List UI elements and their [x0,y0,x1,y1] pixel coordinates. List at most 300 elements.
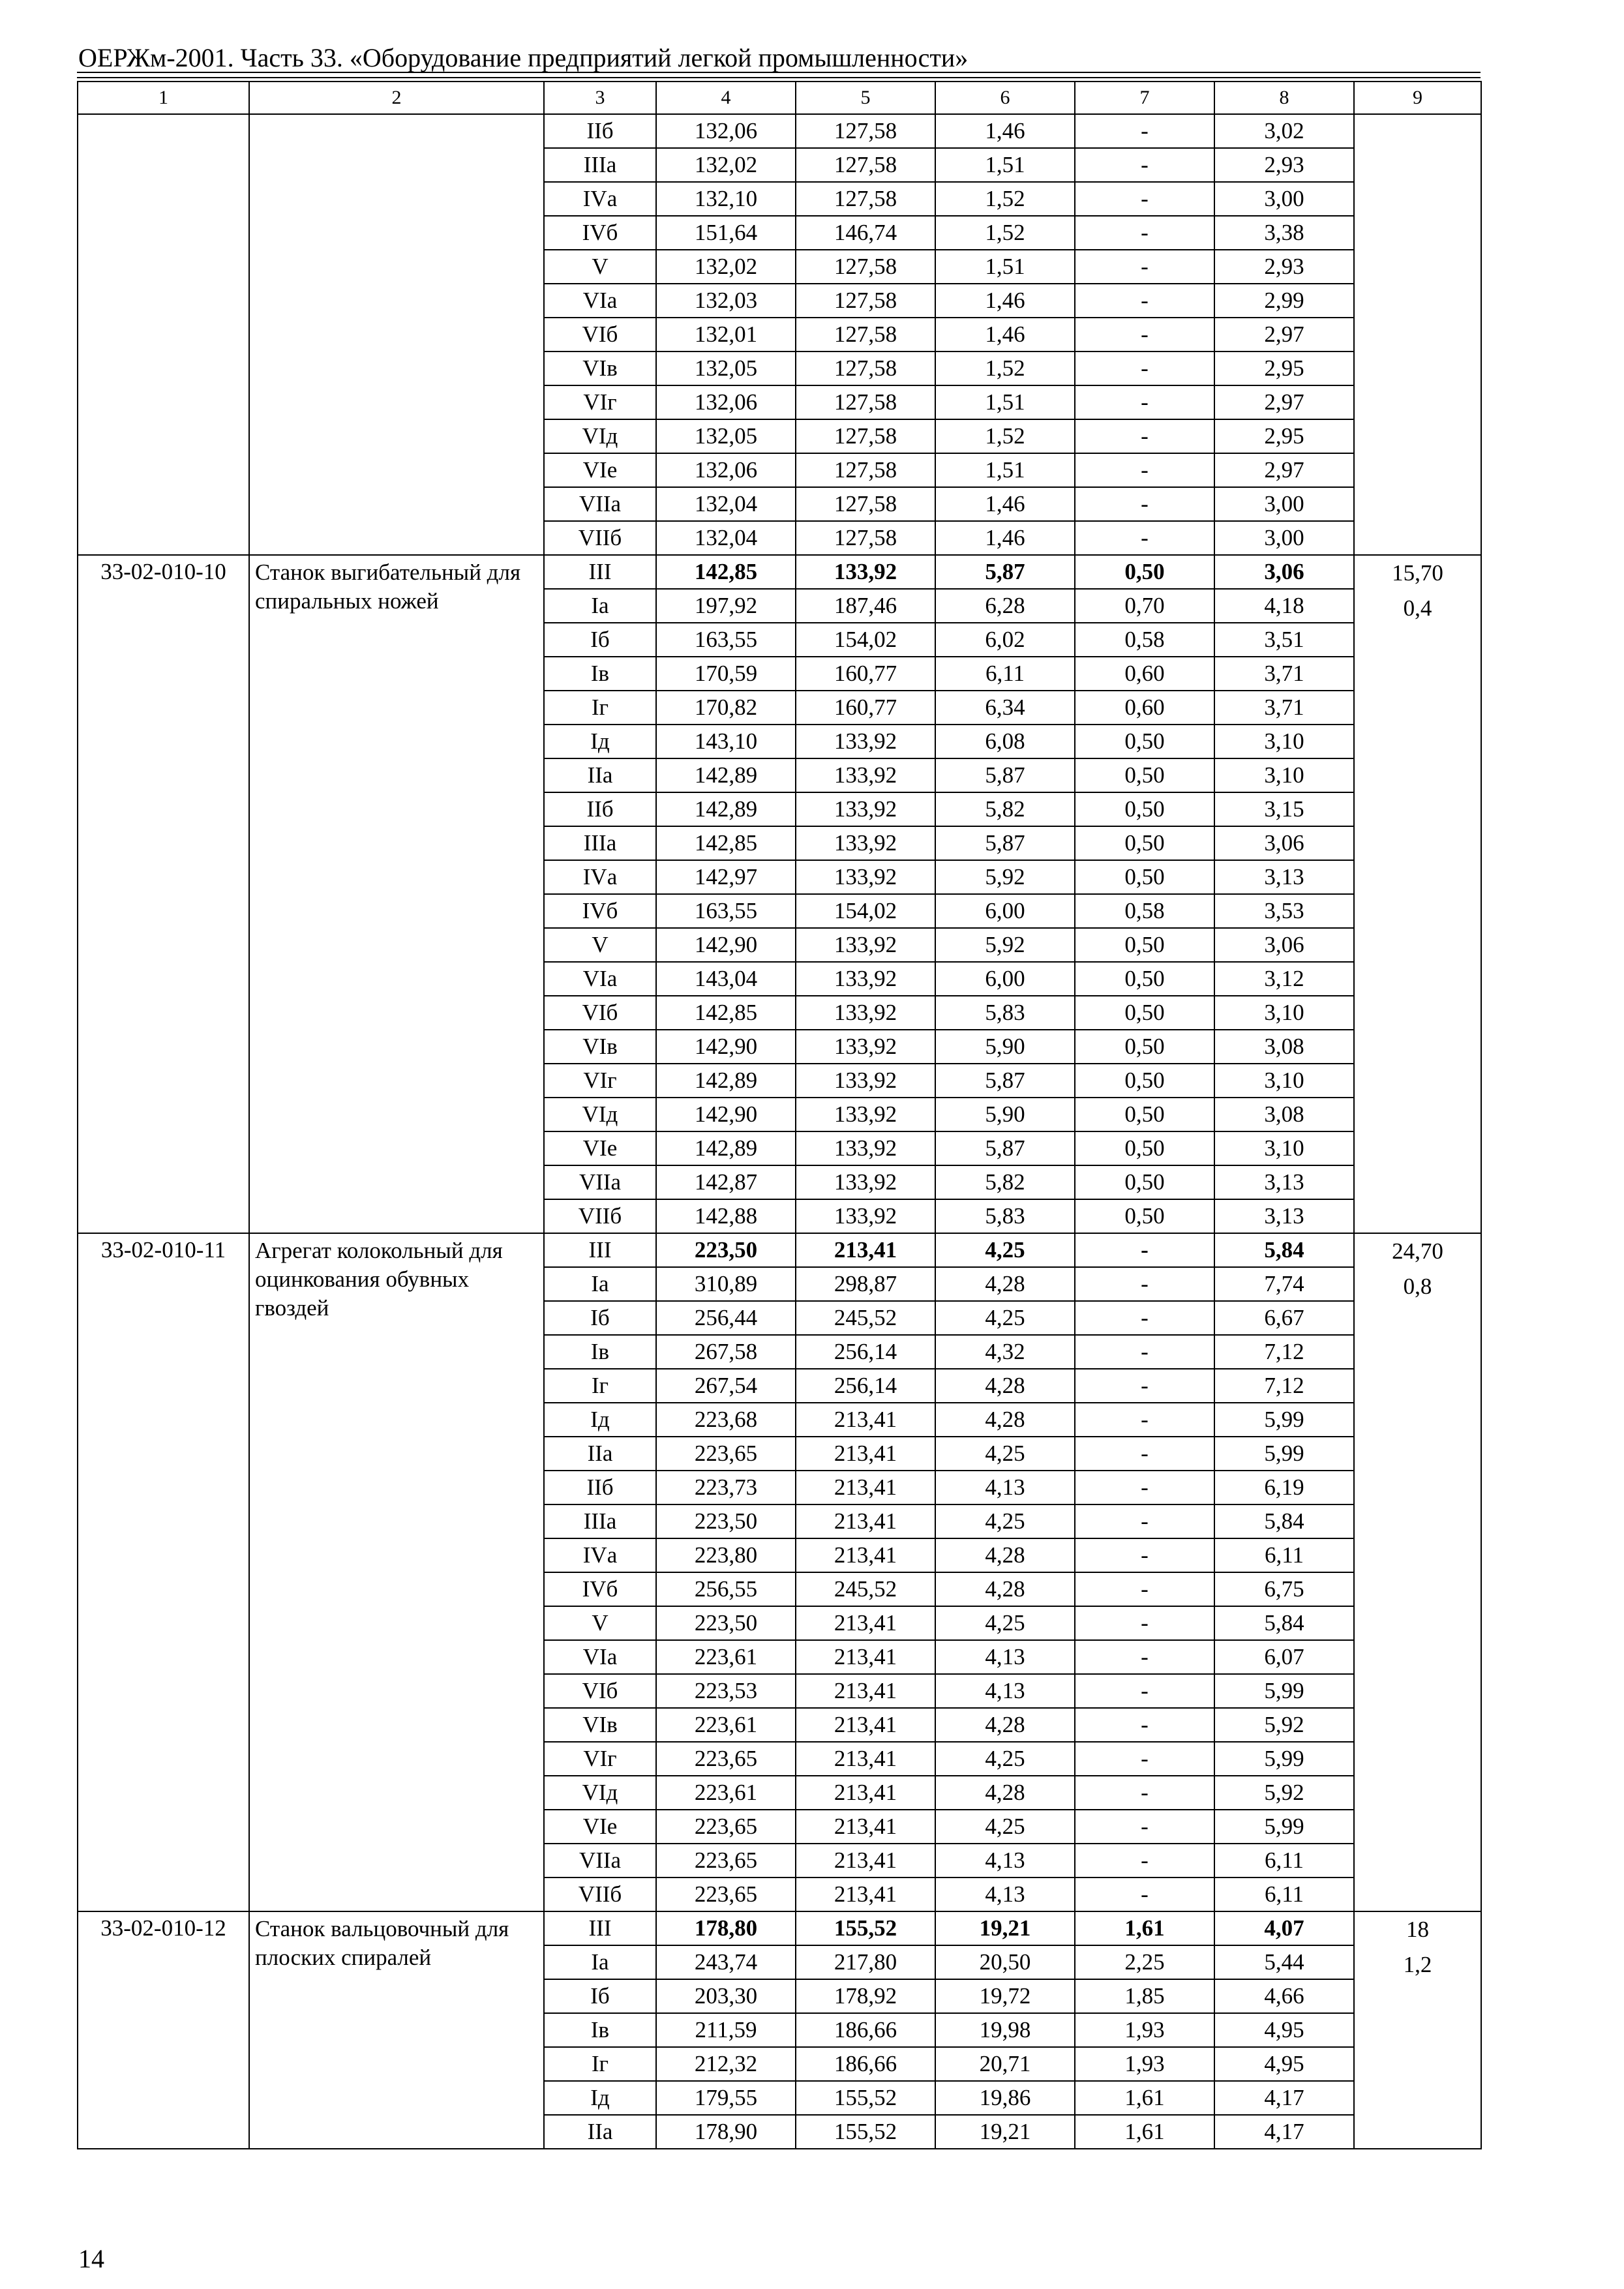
value-cell: 0,50 [1075,1064,1214,1098]
zone-cell: VIе [544,1131,656,1165]
zone-cell: VIа [544,962,656,996]
value-cell: 1,51 [935,148,1075,182]
column-number: 4 [656,82,796,114]
extra-value: 15,70 [1392,560,1443,586]
value-cell: 133,92 [796,555,935,589]
value-cell: 267,54 [656,1369,796,1403]
value-cell: 213,41 [796,1471,935,1504]
value-cell: 19,72 [935,1979,1075,2013]
value-cell: 6,34 [935,691,1075,725]
value-cell: 127,58 [796,284,935,318]
equipment-code: 33-02-010-12 [78,1911,249,2149]
table-row [78,555,1481,589]
value-cell: 5,99 [1214,1437,1354,1471]
extra-value: 0,8 [1403,1274,1432,1299]
value-cell: 223,68 [656,1403,796,1437]
value-cell: 142,85 [656,826,796,860]
value-cell: - [1075,1233,1214,1267]
header-rule-top [77,72,1481,73]
value-cell: 3,13 [1214,1165,1354,1199]
value-cell: 6,75 [1214,1572,1354,1606]
value-cell: 4,17 [1214,2115,1354,2149]
value-cell: 133,92 [796,1199,935,1233]
value-cell: 2,97 [1214,318,1354,352]
value-cell: 3,12 [1214,962,1354,996]
value-cell: 132,03 [656,284,796,318]
value-cell: 143,10 [656,725,796,758]
value-cell: 6,11 [1214,1538,1354,1572]
zone-cell: VIд [544,1098,656,1131]
value-cell: 212,32 [656,2047,796,2081]
value-cell: 203,30 [656,1979,796,2013]
value-cell: 213,41 [796,1640,935,1674]
zone-cell: Iг [544,2047,656,2081]
value-cell: 179,55 [656,2081,796,2115]
zone-cell: VIг [544,1742,656,1776]
zone-cell: VIб [544,996,656,1030]
value-cell: 19,98 [935,2013,1075,2047]
value-cell: 132,10 [656,182,796,216]
extra-value: 0,4 [1403,595,1432,621]
value-cell: 5,90 [935,1098,1075,1131]
value-cell: 4,13 [935,1471,1075,1504]
value-cell: 1,93 [1075,2013,1214,2047]
value-cell: - [1075,148,1214,182]
value-cell: 256,55 [656,1572,796,1606]
zone-cell: VIд [544,419,656,453]
value-cell: - [1075,1437,1214,1471]
zone-cell: IVа [544,1538,656,1572]
value-cell: - [1075,1640,1214,1674]
value-cell: 7,12 [1214,1335,1354,1369]
value-cell: 178,92 [796,1979,935,2013]
value-cell: 127,58 [796,419,935,453]
value-cell: 1,46 [935,318,1075,352]
value-cell: 5,92 [935,928,1075,962]
value-cell: 213,41 [796,1538,935,1572]
value-cell: 187,46 [796,589,935,623]
zone-cell: V [544,1606,656,1640]
value-cell: 223,61 [656,1776,796,1810]
value-cell: 5,87 [935,555,1075,589]
value-cell: 245,52 [796,1572,935,1606]
value-cell: - [1075,1708,1214,1742]
value-cell: 1,46 [935,487,1075,521]
value-cell: 3,51 [1214,623,1354,657]
value-cell: 4,07 [1214,1911,1354,1945]
value-cell: - [1075,1606,1214,1640]
value-cell: 2,93 [1214,148,1354,182]
value-cell: 2,97 [1214,453,1354,487]
zone-cell: VIIа [544,1165,656,1199]
value-cell: 155,52 [796,2081,935,2115]
table-row [78,1233,1481,1267]
value-cell: 142,85 [656,555,796,589]
value-cell: 132,06 [656,453,796,487]
column-number: 5 [796,82,935,114]
value-cell: 1,52 [935,419,1075,453]
value-cell: - [1075,1538,1214,1572]
value-cell: 5,87 [935,1131,1075,1165]
value-cell: 20,50 [935,1945,1075,1979]
zone-cell: IIIа [544,1504,656,1538]
value-cell: 4,95 [1214,2013,1354,2047]
value-cell: 5,83 [935,1199,1075,1233]
value-cell: 4,28 [935,1369,1075,1403]
value-cell: 1,93 [1075,2047,1214,2081]
value-cell: - [1075,487,1214,521]
value-cell: 5,99 [1214,1810,1354,1844]
value-cell: 7,74 [1214,1267,1354,1301]
value-cell: 6,11 [1214,1844,1354,1878]
value-cell: 0,58 [1075,623,1214,657]
value-cell: 5,92 [935,860,1075,894]
value-cell: 0,50 [1075,1098,1214,1131]
value-cell: 142,90 [656,928,796,962]
value-cell: 4,25 [935,1233,1075,1267]
value-cell: 4,25 [935,1301,1075,1335]
value-cell: 3,06 [1214,555,1354,589]
value-cell: 0,50 [1075,1165,1214,1199]
value-cell: 0,50 [1075,826,1214,860]
zone-cell: III [544,1233,656,1267]
zone-cell: Iб [544,1301,656,1335]
zone-cell: Iа [544,589,656,623]
zone-cell: VIIб [544,521,656,555]
value-cell: 133,92 [796,725,935,758]
value-cell: 213,41 [796,1776,935,1810]
value-cell: 2,99 [1214,284,1354,318]
value-cell: 1,85 [1075,1979,1214,2013]
value-cell: 6,00 [935,962,1075,996]
page-number: 14 [78,2244,104,2273]
value-cell: - [1075,1572,1214,1606]
zone-cell: VIв [544,1708,656,1742]
value-cell: 133,92 [796,792,935,826]
value-cell: 0,50 [1075,1030,1214,1064]
column-number: 7 [1075,82,1214,114]
zone-cell: IIа [544,2115,656,2149]
value-cell: 3,06 [1214,928,1354,962]
zone-cell: VIб [544,318,656,352]
value-cell: 4,25 [935,1437,1075,1471]
value-cell: 4,13 [935,1640,1075,1674]
value-cell: 4,28 [935,1708,1075,1742]
value-cell: 217,80 [796,1945,935,1979]
zone-cell: IVа [544,182,656,216]
page-header-title: ОЕРЖм-2001. Часть 33. «Оборудование предприятий легкой промышленности» [78,43,969,72]
value-cell: 5,44 [1214,1945,1354,1979]
zone-cell: Iа [544,1267,656,1301]
value-cell: 154,02 [796,894,935,928]
extra-info-cell [1354,555,1481,1233]
value-cell: 3,10 [1214,725,1354,758]
zone-cell: IIб [544,792,656,826]
value-cell: 5,99 [1214,1674,1354,1708]
value-cell: 142,89 [656,1064,796,1098]
zone-cell: IIIа [544,148,656,182]
value-cell: - [1075,1742,1214,1776]
value-cell: 3,00 [1214,182,1354,216]
value-cell: 5,90 [935,1030,1075,1064]
value-cell: 3,13 [1214,860,1354,894]
value-cell: 133,92 [796,1165,935,1199]
column-number: 2 [249,82,544,114]
value-cell: - [1075,1301,1214,1335]
value-cell: 0,50 [1075,792,1214,826]
value-cell: 1,61 [1075,2115,1214,2149]
extra-info-cell [1354,1911,1481,2149]
value-cell: - [1075,1810,1214,1844]
value-cell: 4,28 [935,1572,1075,1606]
price-table [77,81,1482,2149]
value-cell: 127,58 [796,114,935,148]
value-cell: 3,10 [1214,1131,1354,1165]
zone-cell: IVб [544,216,656,250]
value-cell: 4,13 [935,1844,1075,1878]
value-cell: 4,13 [935,1878,1075,1911]
table-row [78,114,1481,148]
value-cell: 133,92 [796,1064,935,1098]
value-cell: 4,28 [935,1538,1075,1572]
value-cell: - [1075,1403,1214,1437]
value-cell: 1,61 [1075,1911,1214,1945]
value-cell: 6,28 [935,589,1075,623]
value-cell: 1,46 [935,521,1075,555]
extra-info-cell [1354,114,1481,555]
zone-cell: IVа [544,860,656,894]
value-cell: 3,00 [1214,521,1354,555]
value-cell: 0,50 [1075,962,1214,996]
zone-cell: Iа [544,1945,656,1979]
value-cell: 5,87 [935,1064,1075,1098]
zone-cell: Iв [544,2013,656,2047]
value-cell: 213,41 [796,1708,935,1742]
value-cell: 127,58 [796,250,935,284]
value-cell: - [1075,1878,1214,1911]
zone-cell: VIIб [544,1878,656,1911]
table-row [78,1911,1481,1945]
value-cell: 223,73 [656,1471,796,1504]
value-cell: 4,28 [935,1776,1075,1810]
value-cell: 142,89 [656,1131,796,1165]
zone-cell: VIIб [544,1199,656,1233]
value-cell: 0,50 [1075,555,1214,589]
value-cell: 3,08 [1214,1030,1354,1064]
value-cell: 19,86 [935,2081,1075,2115]
value-cell: 256,44 [656,1301,796,1335]
zone-cell: VIа [544,1640,656,1674]
zone-cell: VIа [544,284,656,318]
value-cell: 160,77 [796,691,935,725]
value-cell: 5,84 [1214,1606,1354,1640]
value-cell: 4,28 [935,1403,1075,1437]
value-cell: 0,50 [1075,725,1214,758]
value-cell: 223,61 [656,1708,796,1742]
value-cell: 178,90 [656,2115,796,2149]
equipment-name [249,114,544,555]
value-cell: - [1075,318,1214,352]
value-cell: 132,05 [656,419,796,453]
value-cell: 163,55 [656,623,796,657]
value-cell: 0,60 [1075,657,1214,691]
zone-cell: Iг [544,1369,656,1403]
value-cell: 132,06 [656,114,796,148]
column-number: 8 [1214,82,1354,114]
value-cell: 142,90 [656,1098,796,1131]
value-cell: 4,28 [935,1267,1075,1301]
header-rule-bottom [77,77,1481,78]
value-cell: 1,52 [935,182,1075,216]
value-cell: 3,02 [1214,114,1354,148]
extra-value: 24,70 [1392,1238,1443,1264]
value-cell: 151,64 [656,216,796,250]
value-cell: 223,65 [656,1878,796,1911]
value-cell: 6,11 [1214,1878,1354,1911]
value-cell: 4,25 [935,1606,1075,1640]
value-cell: 127,58 [796,318,935,352]
equipment-code: 33-02-010-11 [78,1233,249,1911]
value-cell: - [1075,1674,1214,1708]
value-cell: 223,50 [656,1606,796,1640]
value-cell: - [1075,1369,1214,1403]
zone-cell: Iв [544,657,656,691]
value-cell: 133,92 [796,758,935,792]
column-number: 6 [935,82,1075,114]
value-cell: 133,92 [796,1030,935,1064]
value-cell: 155,52 [796,1911,935,1945]
value-cell: 163,55 [656,894,796,928]
value-cell: 0,50 [1075,996,1214,1030]
value-cell: 5,83 [935,996,1075,1030]
value-cell: 132,01 [656,318,796,352]
value-cell: 133,92 [796,962,935,996]
value-cell: 223,65 [656,1437,796,1471]
value-cell: 213,41 [796,1742,935,1776]
value-cell: - [1075,114,1214,148]
value-cell: 5,82 [935,792,1075,826]
extra-value: 18 [1406,1917,1429,1942]
value-cell: - [1075,1471,1214,1504]
value-cell: - [1075,250,1214,284]
value-cell: 6,00 [935,894,1075,928]
value-cell: 267,58 [656,1335,796,1369]
value-cell: 3,71 [1214,691,1354,725]
value-cell: 6,11 [935,657,1075,691]
value-cell: 2,95 [1214,352,1354,385]
value-cell: 5,87 [935,758,1075,792]
value-cell: - [1075,419,1214,453]
value-cell: 3,10 [1214,1064,1354,1098]
column-number: 3 [544,82,656,114]
value-cell: 132,06 [656,385,796,419]
value-cell: 2,93 [1214,250,1354,284]
value-cell: 127,58 [796,352,935,385]
value-cell: 3,00 [1214,487,1354,521]
value-cell: 4,25 [935,1742,1075,1776]
value-cell: - [1075,453,1214,487]
value-cell: 4,17 [1214,2081,1354,2115]
value-cell: 142,90 [656,1030,796,1064]
value-cell: - [1075,1267,1214,1301]
value-cell: 223,65 [656,1844,796,1878]
value-cell: 5,99 [1214,1403,1354,1437]
value-cell: 127,58 [796,453,935,487]
value-cell: 6,02 [935,623,1075,657]
value-cell: 133,92 [796,826,935,860]
value-cell: 223,65 [656,1742,796,1776]
zone-cell: VIIа [544,1844,656,1878]
value-cell: 256,14 [796,1369,935,1403]
zone-cell: Iб [544,1979,656,2013]
value-cell: 155,52 [796,2115,935,2149]
value-cell: 160,77 [796,657,935,691]
value-cell: 133,92 [796,860,935,894]
value-cell: 2,95 [1214,419,1354,453]
value-cell: 4,25 [935,1810,1075,1844]
value-cell: 133,92 [796,1098,935,1131]
value-cell: 132,02 [656,250,796,284]
value-cell: 213,41 [796,1606,935,1640]
value-cell: 154,02 [796,623,935,657]
value-cell: 223,80 [656,1538,796,1572]
value-cell: - [1075,1776,1214,1810]
value-cell: 6,67 [1214,1301,1354,1335]
value-cell: 223,65 [656,1810,796,1844]
extra-info-cell [1354,1233,1481,1911]
value-cell: 6,19 [1214,1471,1354,1504]
value-cell: 4,18 [1214,589,1354,623]
equipment-code: 33-02-010-10 [78,555,249,1233]
value-cell: 19,21 [935,2115,1075,2149]
value-cell: 197,92 [656,589,796,623]
value-cell: 0,50 [1075,928,1214,962]
value-cell: - [1075,182,1214,216]
value-cell: 245,52 [796,1301,935,1335]
value-cell: 186,66 [796,2047,935,2081]
zone-cell: Iг [544,691,656,725]
value-cell: 5,99 [1214,1742,1354,1776]
value-cell: 142,87 [656,1165,796,1199]
equipment-name: Станок выгибательный для спиральных ножей [249,555,544,1233]
value-cell: 4,32 [935,1335,1075,1369]
zone-cell: VIг [544,385,656,419]
value-cell: 3,10 [1214,758,1354,792]
value-cell: 213,41 [796,1437,935,1471]
value-cell: 0,50 [1075,1131,1214,1165]
value-cell: 127,58 [796,487,935,521]
value-cell: 213,41 [796,1844,935,1878]
value-cell: - [1075,352,1214,385]
zone-cell: VIв [544,1030,656,1064]
value-cell: 127,58 [796,148,935,182]
value-cell: 213,41 [796,1403,935,1437]
value-cell: 5,87 [935,826,1075,860]
value-cell: 132,04 [656,487,796,521]
value-cell: 133,92 [796,1131,935,1165]
equipment-name: Агрегат колокольный для оцинкования обувных гвоздей [249,1233,544,1911]
value-cell: 5,92 [1214,1776,1354,1810]
zone-cell: Iв [544,1335,656,1369]
value-cell: 132,02 [656,148,796,182]
zone-cell: VIб [544,1674,656,1708]
column-number: 1 [78,82,249,114]
value-cell: 1,61 [1075,2081,1214,2115]
value-cell: 3,15 [1214,792,1354,826]
value-cell: 6,07 [1214,1640,1354,1674]
value-cell: 127,58 [796,385,935,419]
value-cell: 132,05 [656,352,796,385]
